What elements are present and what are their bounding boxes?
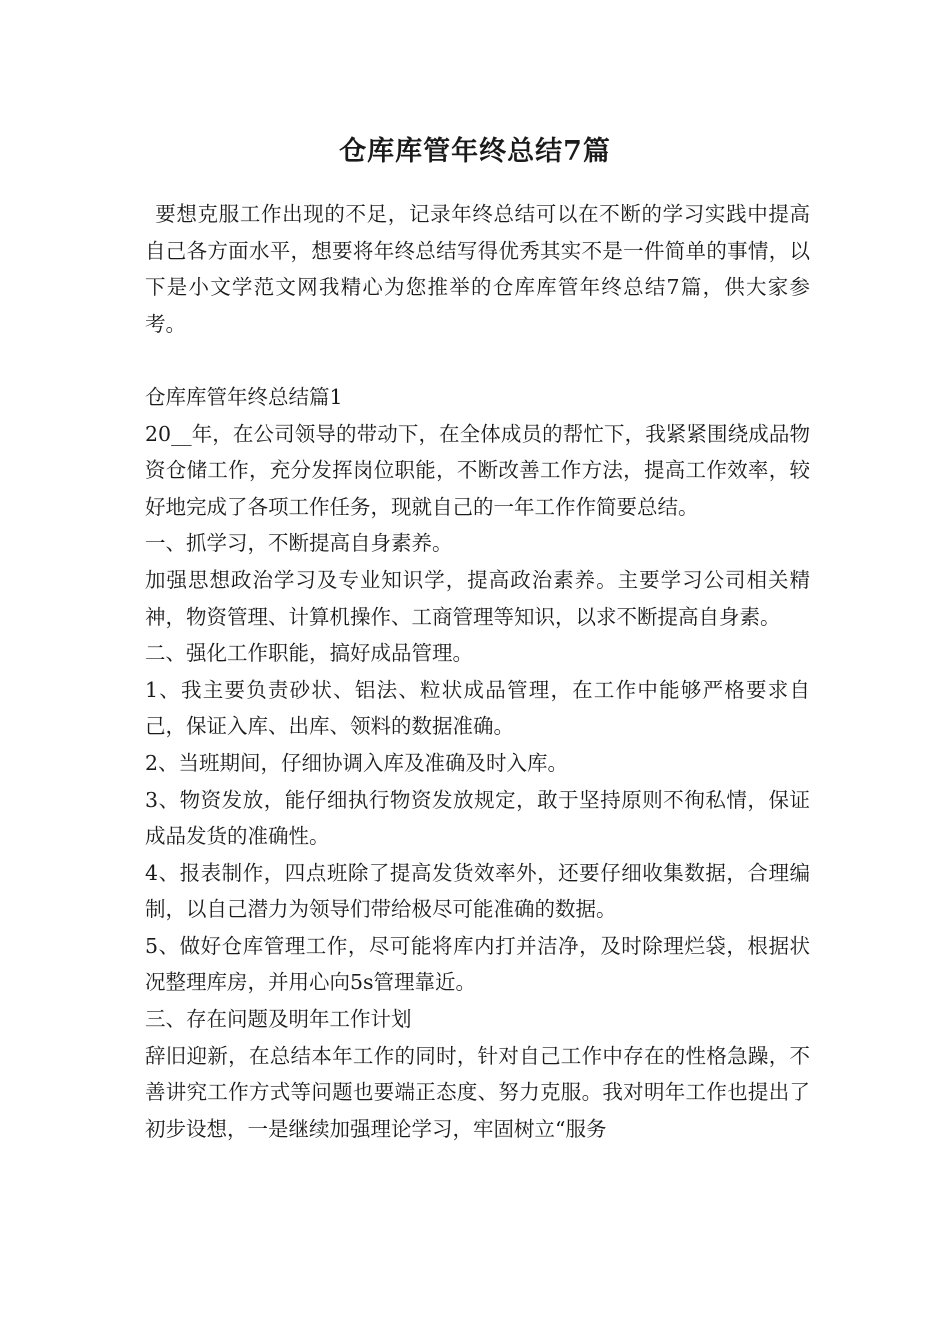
body-paragraph: 20__年，在公司领导的带动下，在全体成员的帮忙下，我紧紧围绕成品物资仓储工作，充分发挥岗位职能，不断改善工作方法，提高工作效率，较好地完成了各项工作任务，现就自己的一年工作作简要总结。 (145, 421, 810, 519)
item-heading: 一、抓学习，不断提高自身素养。 (145, 531, 453, 556)
body-paragraph: 加强思想政治学习及专业知识学，提高政治素养。主要学习公司相关精神，物资管理、计算机操作、工商管理等知识，以求不断提高自身素。 (145, 567, 810, 629)
body-paragraph: 辞旧迎新，在总结本年工作的同时，针对自己工作中存在的性格急躁，不善讲究工作方式等问题也要端正态度、努力克服。我对明年工作也提出了初步设想，一是继续加强理论学习，牢固树立“服务 (145, 1043, 810, 1141)
item-heading: 三、存在问题及明年工作计划 (145, 1007, 412, 1032)
list-item: 1、我主要负责砂状、铝法、粒状成品管理，在工作中能够严格要求自己，保证入库、出库、领料的数据准确。 (145, 677, 810, 739)
blank-line (145, 342, 810, 379)
list-item: 5、做好仓库管理工作，尽可能将库内打并洁净，及时除理烂袋，根据状况整理库房，并用心向5s管理靠近。 (145, 933, 810, 995)
document-body (145, 196, 810, 1147)
list-item: 2、当班期间，仔细协调入库及准确及时入库。 (145, 750, 569, 775)
list-item: 3、物资发放，能仔细执行物资发放规定，敢于坚持原则不徇私情，保证成品发货的准确性。 (145, 787, 810, 849)
document-title: 仓库库管年终总结7篇 (339, 136, 611, 167)
intro-paragraph: 要想克服工作出现的不足，记录年终总结可以在不断的学习实践中提高自己各方面水平，想要将年终总结写得优秀其实不是一件简单的事情，以下是小文学范文网我精心为您推举的仓库库管年终总结7篇，供大家参考。 (145, 202, 810, 336)
list-item: 4、报表制作，四点班除了提高发货效率外，还要仔细收集数据，合理编制，以自己潜力为领导们带给极尽可能准确的数据。 (145, 860, 810, 922)
item-heading: 二、强化工作职能，搞好成品管理。 (145, 641, 473, 666)
section-heading: 仓库库管年终总结篇1 (145, 384, 343, 409)
